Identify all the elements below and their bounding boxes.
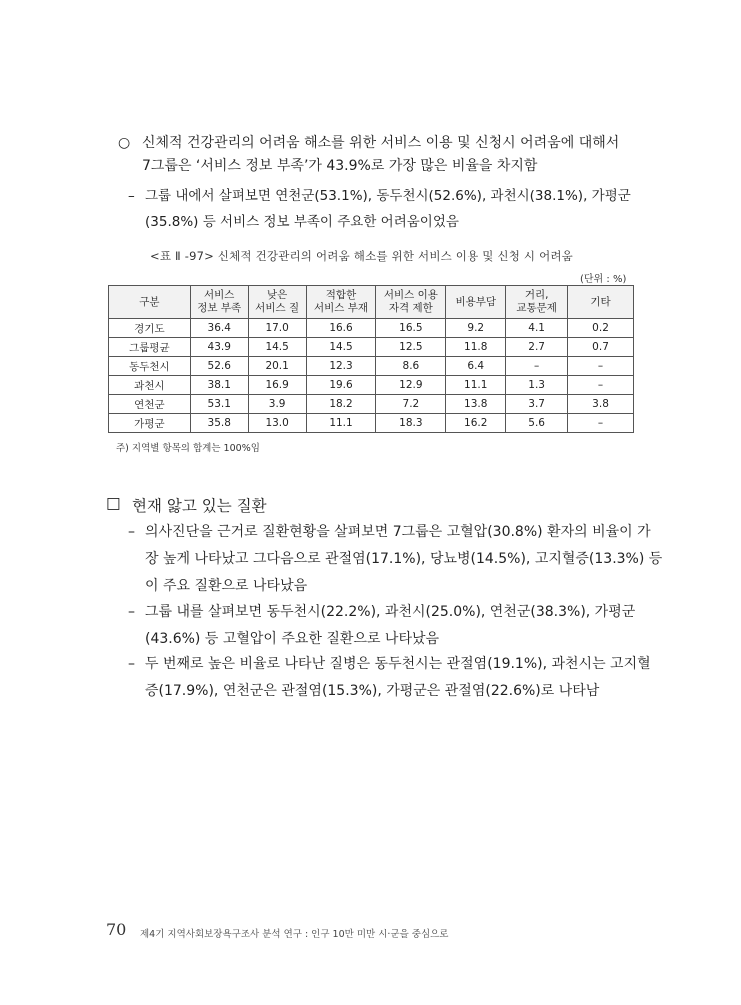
- table-cell: 13.0: [248, 414, 306, 433]
- table-cell: 43.9: [190, 338, 248, 357]
- table-row: [109, 338, 634, 357]
- table-cell: 3.8: [568, 395, 634, 414]
- table-cell: 8.6: [376, 357, 446, 376]
- table-cell: –: [568, 357, 634, 376]
- dash-bullet: –: [128, 604, 135, 620]
- table-cell: 경기도: [109, 319, 191, 338]
- col-header: 비용부담: [446, 286, 506, 319]
- table-cell: 20.1: [248, 357, 306, 376]
- table-cell: 14.5: [248, 338, 306, 357]
- paragraph-line: 두 번째로 높은 비율로 나타난 질병은 동두천시는 관절염(19.1%), 과천시는 고지혈: [145, 656, 651, 672]
- table-cell: 3.7: [506, 395, 568, 414]
- table-cell: 0.7: [568, 338, 634, 357]
- table-note: 주) 지역별 항목의 합계는 100%임: [116, 443, 260, 454]
- table-cell: 연천군: [109, 395, 191, 414]
- table-cell: 11.8: [446, 338, 506, 357]
- paragraph-line: (43.6%) 등 고혈압이 주요한 질환으로 나타났음: [145, 631, 440, 647]
- table-unit: (단위 : %): [580, 274, 627, 285]
- page-number: 70: [106, 920, 127, 939]
- table-row: [109, 319, 634, 338]
- paragraph-line: 그룹 내에서 살펴보면 연천군(53.1%), 동두천시(52.6%), 과천시(38.1%), 가평군: [145, 188, 631, 204]
- section-heading: [106, 494, 267, 516]
- table-cell: 18.2: [306, 395, 376, 414]
- table-cell: 14.5: [306, 338, 376, 357]
- paragraph-line: 장 높게 나타났고 그다음으로 관절염(17.1%), 당뇨병(14.5%), 고지혈증(13.3%) 등: [145, 551, 663, 567]
- table-cell: –: [506, 357, 568, 376]
- col-header: 서비스 이용 자격 제한: [376, 286, 446, 319]
- table-cell: 3.9: [248, 395, 306, 414]
- table-caption: <표 Ⅱ -97> 신체적 건강관리의 어려움 해소를 위한 서비스 이용 및 신청 시 어려움: [150, 249, 573, 263]
- paragraph-service-difficulty: [118, 132, 643, 178]
- paragraph-line: 7그룹은 ‘서비스 정보 부족’가 43.9%로 가장 많은 비율을 차지함: [142, 158, 538, 174]
- table-cell: 2.7: [506, 338, 568, 357]
- table-cell: 그룹평균: [109, 338, 191, 357]
- paragraph-line: 의사진단을 근거로 질환현황을 살펴보면 7그룹은 고혈압(30.8%) 환자의 비율이 가: [145, 524, 651, 540]
- circle-bullet-icon: ○: [118, 135, 131, 151]
- table-cell: –: [568, 414, 634, 433]
- table-cell: 52.6: [190, 357, 248, 376]
- table-cell: 35.8: [190, 414, 248, 433]
- col-header: 낮은 서비스 질: [248, 286, 306, 319]
- paragraph-group-detail: [128, 183, 640, 235]
- table-cell: 11.1: [446, 376, 506, 395]
- table-cell: 9.2: [446, 319, 506, 338]
- table-cell: 동두천시: [109, 357, 191, 376]
- col-header: 거리, 교통문제: [506, 286, 568, 319]
- table-cell: 12.5: [376, 338, 446, 357]
- square-bullet-icon: □: [106, 494, 121, 512]
- paragraph-line: (35.8%) 등 서비스 정보 부족이 주요한 어려움이었음: [145, 214, 459, 230]
- paragraph-line: 증(17.9%), 연천군은 관절염(15.3%), 가평군은 관절염(22.6%)로 나타남: [145, 683, 600, 699]
- paragraph-line: 신체적 건강관리의 어려움 해소를 위한 서비스 이용 및 신청시 어려움에 대해서: [142, 135, 620, 151]
- table-cell: 가평군: [109, 414, 191, 433]
- col-header: 서비스 정보 부족: [190, 286, 248, 319]
- dash-bullet: –: [128, 524, 135, 540]
- section-title: 현재 앓고 있는 질환: [132, 497, 267, 515]
- table-cell: 16.9: [248, 376, 306, 395]
- paragraph-line: 이 주요 질환으로 나타났음: [145, 578, 308, 594]
- table-cell: 38.1: [190, 376, 248, 395]
- table-cell: 7.2: [376, 395, 446, 414]
- table-cell: –: [568, 376, 634, 395]
- running-title: 제4기 지역사회보장욕구조사 분석 연구 : 인구 10만 미만 시·군을 중심으로: [140, 929, 449, 940]
- table-cell: 16.5: [376, 319, 446, 338]
- table-cell: 4.1: [506, 319, 568, 338]
- table-cell: 36.4: [190, 319, 248, 338]
- table-cell: 1.3: [506, 376, 568, 395]
- table-cell: 16.6: [306, 319, 376, 338]
- table-cell: 12.3: [306, 357, 376, 376]
- table-cell: 11.1: [306, 414, 376, 433]
- col-header: 기타: [568, 286, 634, 319]
- table-cell: 5.6: [506, 414, 568, 433]
- table-cell: 18.3: [376, 414, 446, 433]
- col-header: 적합한 서비스 부재: [306, 286, 376, 319]
- table-cell: 16.2: [446, 414, 506, 433]
- table-cell: 12.9: [376, 376, 446, 395]
- table-cell: 0.2: [568, 319, 634, 338]
- difficulty-table: [108, 285, 634, 433]
- table-header-row: [109, 286, 634, 319]
- table-row: [109, 376, 634, 395]
- bullet-group-hypertension: [128, 599, 640, 653]
- table-row: [109, 357, 634, 376]
- bullet-diagnosis: [128, 519, 663, 600]
- col-header: 구분: [109, 286, 191, 319]
- bullet-second-disease: [128, 651, 651, 705]
- dash-bullet: –: [128, 656, 135, 672]
- table-cell: 과천시: [109, 376, 191, 395]
- table-row: [109, 414, 634, 433]
- table-cell: 53.1: [190, 395, 248, 414]
- dash-bullet: –: [128, 188, 135, 204]
- table-cell: 13.8: [446, 395, 506, 414]
- table-row: [109, 395, 634, 414]
- table-cell: 6.4: [446, 357, 506, 376]
- paragraph-line: 그룹 내를 살펴보면 동두천시(22.2%), 과천시(25.0%), 연천군(38.3%), 가평군: [145, 604, 636, 620]
- table-cell: 17.0: [248, 319, 306, 338]
- table-cell: 19.6: [306, 376, 376, 395]
